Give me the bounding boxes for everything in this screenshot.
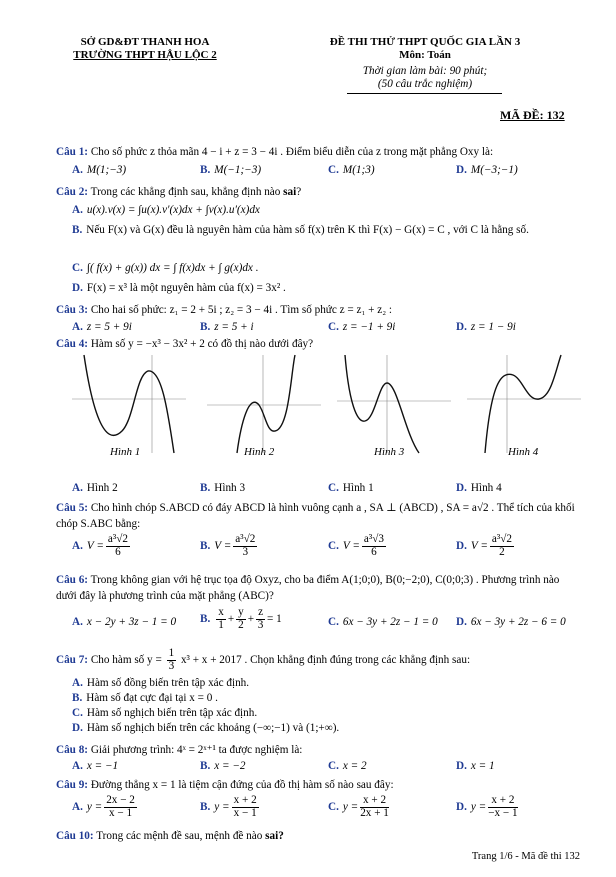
option-d: D. Hình 4 [456,482,502,494]
graph-caption-4: Hình 4 [508,446,539,458]
exam-title: ĐỀ THI THỬ THPT QUỐC GIA LẦN 3 [329,36,521,48]
question-10 [56,829,576,843]
question-emphasis: sai [283,186,297,198]
question-label: Câu 10: [56,830,94,842]
question-6 [56,572,576,604]
option-d: D. 6x − 3y + 2z − 6 = 0 [456,616,566,628]
exam-code: MÃ ĐỀ: 132 [500,108,565,122]
option-c: C. V = $\frac{\text{a³√3}}{6}$ [328,533,384,558]
graph-4 [465,353,583,457]
option-d: D. Hàm số nghịch biến trên các khoảng (−∞;−1) và (1;+∞). [72,722,340,734]
option-b: B. V = $\frac{\text{a³√2}}{3}$ [200,533,256,558]
option-c: C. x = 2 [328,760,367,772]
question-text: Cho hình chóp S.ABCD có đáy ABCD là hình vuông cạnh a , SA ⊥ (ABCD) , SA = a√2 . Thể tích của khối chóp S.ABC bằng: [56,502,575,531]
question-text: Trong các khẳng định sau, khẳng định nào [90,186,281,198]
option-a: A. z = 5 + 9i [72,321,132,333]
option-a: A. Hình 2 [72,482,118,494]
option-b: B. y = $\frac{x + 2}{x - 1}$ [200,794,257,819]
option-d: D. M(−3;−1) [456,164,518,176]
question-text: Trong không gian với hệ trục tọa độ Oxyz, cho ba điểm A(1;0;0), B(0;−2;0), C(0;0;3) . Phương trình nào dưới đây là phương trình của mặt phẳng (ABC)? [56,574,560,603]
question-9 [56,778,576,792]
question-3 [56,303,576,317]
option-a: A. M(1;−3) [72,164,127,176]
option-d: D. y = $\frac{x + 2}{-x - 1}$ [456,794,518,819]
option-c: C. ∫( f(x) + g(x)) dx = ∫ f(x)dx + ∫ g(x)dx . [72,262,259,274]
graph-2 [205,353,323,457]
option-a: A. u(x).v(x) = ∫u(x).v′(x)dx + ∫v(x).u′(x)dx [72,204,260,216]
question-text: Giải phương trình: 4ˣ = 2ˣ⁺¹ ta được nghiệm là: [90,744,303,756]
question-label: Câu 4: [56,338,89,350]
exam-time: Thời gian làm bài: 90 phút; [362,65,488,77]
graph-caption-3: Hình 3 [374,446,405,458]
option-b: B. Nếu F(x) và G(x) đều là nguyên hàm của hàm số f(x) trên K thì F(x) − G(x) = C , với C là hằng số. [72,224,529,236]
option-c: C. Hình 1 [328,482,374,494]
option-b: B. M(−1;−3) [200,164,262,176]
question-5 [56,500,576,532]
graph-3 [335,353,453,457]
option-c: C. Hàm số nghịch biến trên tập xác định. [72,707,258,719]
option-d: D. x = 1 [456,760,495,772]
header-divider [347,93,502,94]
option-a: A. Hàm số đồng biến trên tập xác định. [72,677,250,689]
exam-subject: Môn: Toán [399,49,451,61]
question-emphasis: sai? [265,830,284,842]
question-text: Cho số phức z thỏa mãn 4 − i + z = 3 − 4i . Điểm biểu diễn của z trong mặt phẳng Oxy là: [90,146,494,158]
question-text: Hàm số y = −x³ − 3x² + 2 có đồ thị nào dưới đây? [90,338,314,350]
option-b: B. Hình 3 [200,482,246,494]
option-a: A. y = $\frac{2x - 2}{x - 1}$ [72,794,135,819]
graph-caption-1: Hình 1 [110,446,141,458]
option-a: A. x = −1 [72,760,119,772]
school-dept: SỞ GD&ĐT THANH HOA [80,36,210,48]
option-b: B. Hàm số đạt cực đại tại x = 0 . [72,692,218,704]
question-label: Câu 3: [56,304,89,316]
option-c: C. 6x − 3y + 2z − 1 = 0 [328,616,438,628]
graph-caption-2: Hình 2 [244,446,275,458]
question-label: Câu 9: [56,779,89,791]
question-8 [56,743,576,757]
option-b: B. x = −2 [200,760,246,772]
question-label: Câu 5: [56,502,89,514]
option-d: D. z = 1 − 9i [456,321,516,333]
question-text: Cho hai số phức: z₁ = 2 + 5i ; z₂ = 3 − 4i . Tìm số phức z = z₁ + z₂ : [90,304,393,316]
question-label: Câu 8: [56,744,89,756]
question-label: Câu 1: [56,146,89,158]
school-name: TRƯỜNG THPT HẬU LỘC 2 [73,49,217,61]
option-a: A. V = $\frac{\text{a³√2}}{6}$ [72,533,128,558]
graph-1 [70,353,188,457]
page-footer: Trang 1/6 - Mã đề thi 132 [471,851,580,862]
option-c: C. z = −1 + 9i [328,321,396,333]
question-label: Câu 7: [56,653,89,666]
option-d: D. V = $\frac{\text{a³√2}}{2}$ [456,533,512,558]
option-d: D. F(x) = x³ là một nguyên hàm của f(x) = 3x² . [72,282,286,294]
option-c: C. M(1;3) [328,164,375,176]
question-2: Câu 2: Trong các khẳng định sau, khẳng định nào sai? [56,186,302,198]
question-4 [56,337,576,351]
question-text: Trong các mệnh đề sau, mệnh đề nào [96,830,263,842]
option-c: C. y = $\frac{x + 2}{2x + 1}$ [328,794,389,819]
exam-count: (50 câu trắc nghiệm) [377,78,473,90]
question-text: Đường thẳng x = 1 là tiệm cận đứng của đồ thị hàm số nào sau đây: [90,779,394,791]
question-label: Câu 2: [56,186,89,198]
question-label: Câu 6: [56,574,89,586]
question-7: Câu 7: Cho hàm số y = $\frac{1}{3}$ x³ + x + 2017 . Chọn khẳng định đúng trong các khẳng định sau: [56,647,471,672]
question-1 [56,145,576,159]
option-a: A. x − 2y + 3z − 1 = 0 [72,616,177,628]
option-b: B. z = 5 + i [200,321,254,333]
option-b: B. $\frac{x}{1}$ + $\frac{y}{2}$ + $\frac{z}{3}$ = 1 [200,606,282,631]
